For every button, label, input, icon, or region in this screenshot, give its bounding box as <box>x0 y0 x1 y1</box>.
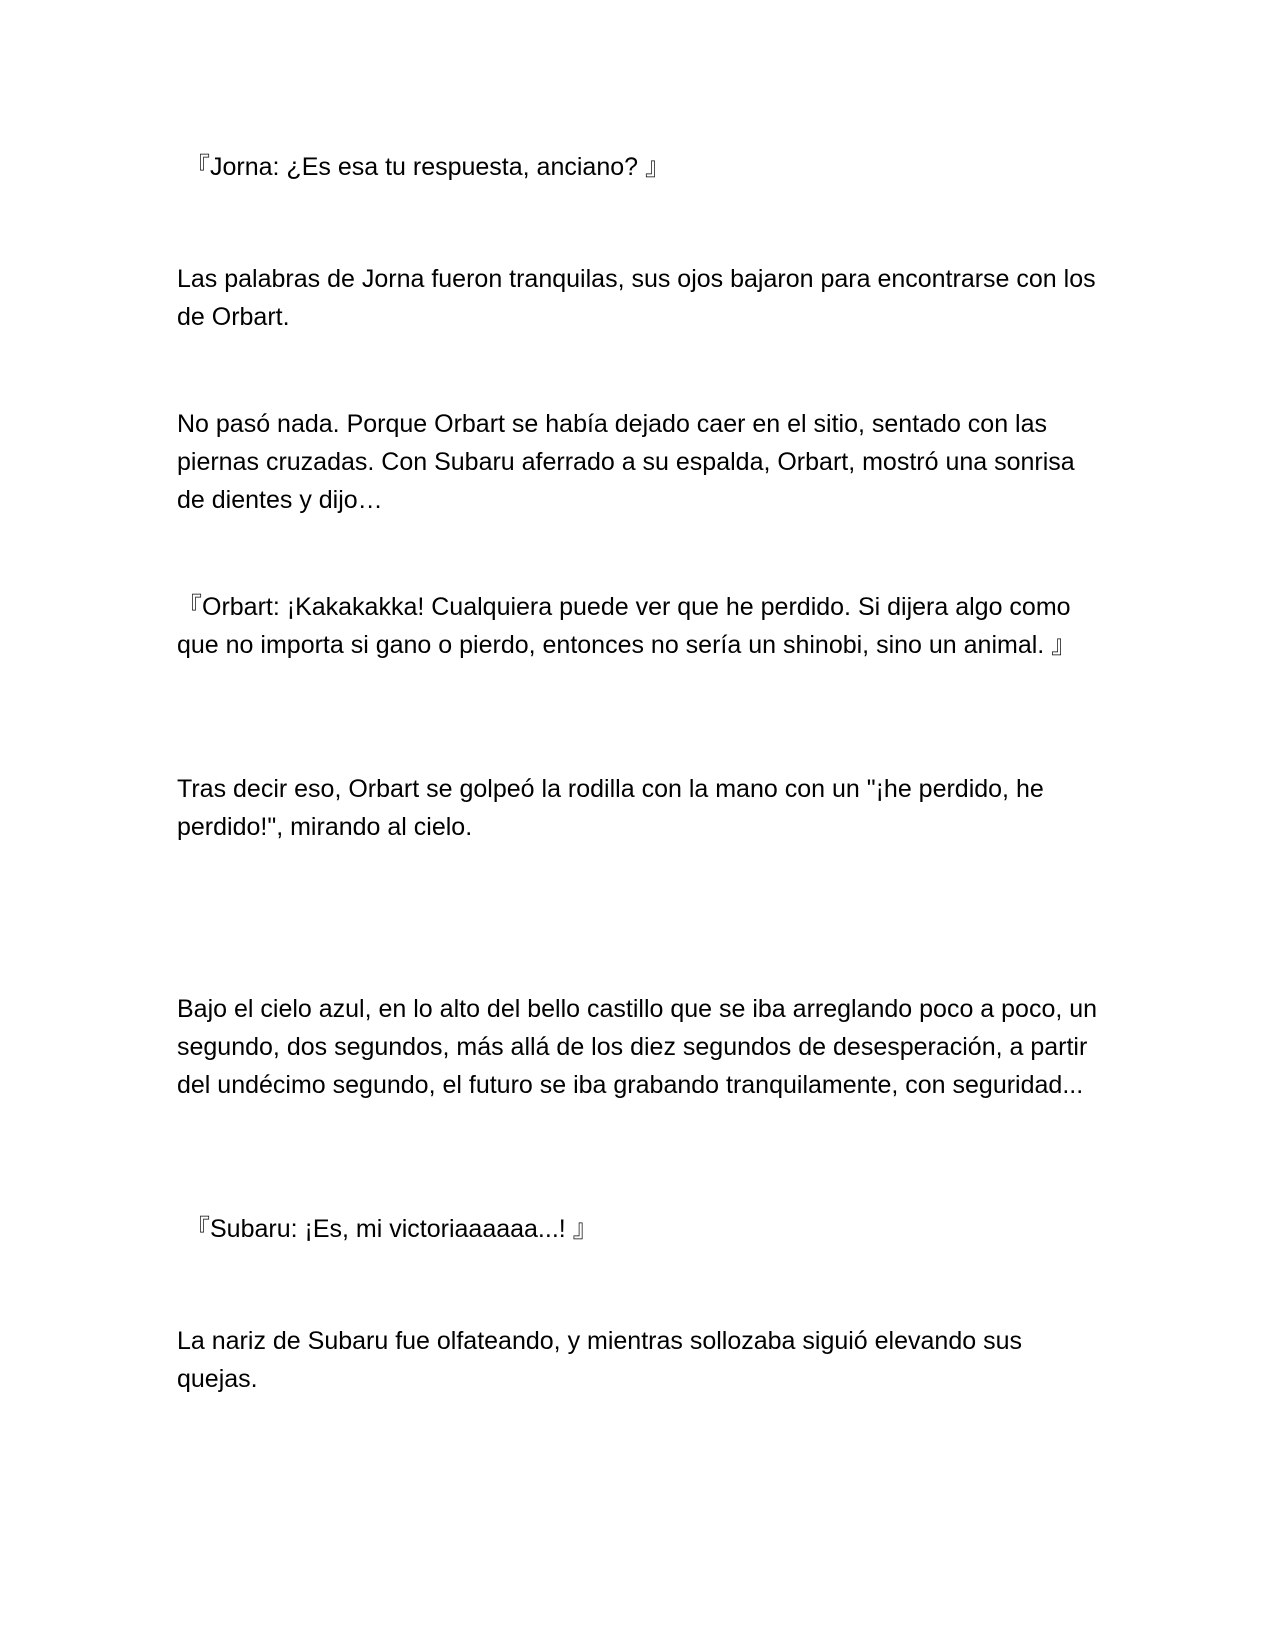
paragraph-orbart-knee: Tras decir eso, Orbart se golpeó la rodilla con la mano con un "¡he perdido, he perdido!", mirando al cielo. <box>177 775 1044 841</box>
dialogue-jorna: 『Jorna: ¿Es esa tu respuesta, anciano? 』 <box>185 153 670 181</box>
dialogue-orbart: 『Orbart: ¡Kakakakka! Cualquiera puede ver que he perdido. Si dijera algo como que no importa si gano o pierdo, entonces no sería un shinobi, sino un animal. 』 <box>177 593 1077 659</box>
paragraph-nothing-happened: No pasó nada. Porque Orbart se había dejado caer en el sitio, sentado con las piernas cruzadas. Con Subaru aferrado a su espalda, Orbart, mostró una sonrisa de dientes y dijo… <box>177 410 1075 514</box>
paragraph-jorna-words: Las palabras de Jorna fueron tranquilas, sus ojos bajaron para encontrarse con los de Orbart. <box>177 265 1096 331</box>
paragraph-blue-sky: Bajo el cielo azul, en lo alto del bello castillo que se iba arreglando poco a poco, un segundo, dos segundos, más allá de los diez segundos de desesperación, a partir del undécimo segundo, el futuro se iba grabando tranquilamente, con seguridad... <box>177 995 1098 1099</box>
dialogue-subaru: 『Subaru: ¡Es, mi victoriaaaaaa...! 』 <box>185 1215 598 1243</box>
paragraph-subaru-nose: La nariz de Subaru fue olfateando, y mientras sollozaba siguió elevando sus quejas. <box>177 1327 1022 1393</box>
